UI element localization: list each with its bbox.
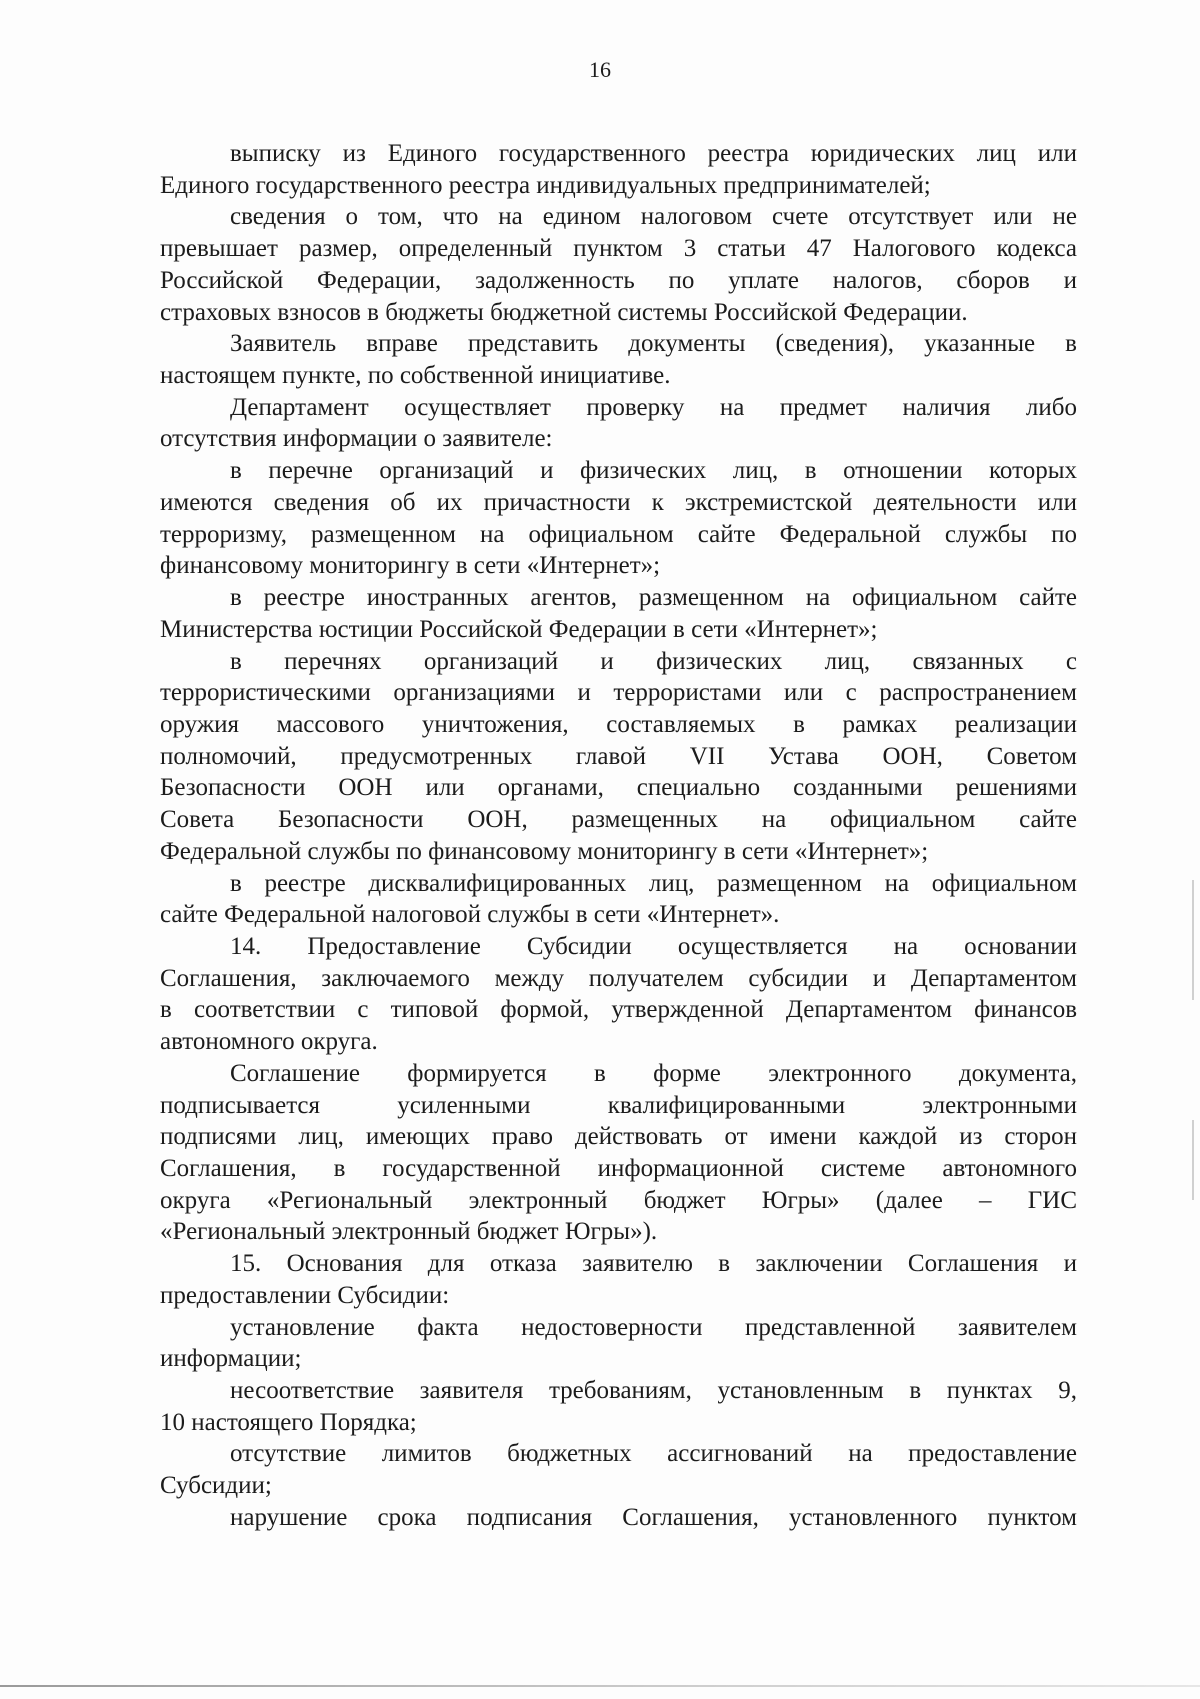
text-line: 14. Предоставление Субсидии осуществляется на основании [230,932,1077,960]
text-line: нарушение срока подписания Соглашения, установленного пунктом [230,1503,1077,1531]
document-body [160,138,1077,1534]
text-line: финансовому мониторингу в сети «Интернет»; [160,552,661,580]
text-line: 15. Основания для отказа заявителю в заключении Соглашения и [230,1250,1077,1278]
text-line: отсутствия информации о заявителе: [160,425,553,453]
text-line: «Региональный электронный бюджет Югры»). [160,1218,658,1246]
text-line: в перечнях организаций и физических лиц, связанных с [230,647,1077,675]
text-line: Соглашение формируется в форме электронного документа, [230,1059,1077,1087]
text-line: подписывается усиленными квалифицированными электронными [160,1091,1077,1119]
text-line: подписями лиц, имеющих право действовать от имени каждой из сторон [160,1123,1077,1151]
text-line: Российской Федерации, задолженность по уплате налогов, сборов и [160,266,1077,294]
text-line: в реестре дисквалифицированных лиц, размещенном на официальном [230,869,1077,897]
page-number: 16 [589,57,611,82]
text-line: настоящем пункте, по собственной инициативе. [160,362,671,390]
text-line: Соглашения, в государственной информационной системе автономного [160,1155,1077,1182]
text-line: страховых взносов в бюджеты бюджетной системы Российской Федерации. [160,298,968,326]
text-line: выписку из Единого государственного реестра юридических лиц или [230,140,1077,167]
text-line: Безопасности ООН или органами, специально созданными решениями [160,774,1077,802]
text-line: сведения о том, что на едином налоговом счете отсутствует или не [230,203,1077,231]
text-line: Министерства юстиции Российской Федерации в сети «Интернет»; [160,615,878,643]
text-line: Федеральной службы по финансовому мониторингу в сети «Интернет»; [160,837,929,865]
text-line: автономного округа. [160,1028,378,1056]
text-line: полномочий, предусмотренных главой VII Устава ООН, Советом [160,742,1077,770]
text-line: превышает размер, определенный пунктом 3 статьи 47 Налогового кодекса [160,235,1077,263]
text-line: Совета Безопасности ООН, размещенных на официальном сайте [160,806,1077,834]
text-line: террористическими организациями и террористами или с распространением [160,679,1077,707]
text-line: Субсидии; [160,1472,272,1500]
text-line: Соглашения, заключаемого между получателем субсидии и Департаментом [160,964,1077,992]
text-line: округа «Региональный электронный бюджет Югры» (далее – ГИС [160,1186,1077,1214]
text-line: отсутствие лимитов бюджетных ассигнований на предоставление [230,1440,1077,1468]
text-line: Единого государственного реестра индивидуальных предпринимателей; [160,171,931,199]
scan-artifact [1192,880,1194,1000]
text-line: в перечне организаций и физических лиц, в отношении которых [230,457,1077,485]
scan-edge-line [0,1685,1200,1687]
text-line: несоответствие заявителя требованиям, установленным в пунктах 9, [230,1377,1077,1405]
text-line: сайте Федеральной налоговой службы в сети «Интернет». [160,901,780,929]
text-line: имеются сведения об их причастности к экстремистской деятельности или [160,488,1077,516]
text-line: в соответствии с типовой формой, утвержденной Департаментом финансов [160,996,1077,1024]
text-line: терроризму, размещенном на официальном сайте Федеральной службы по [160,520,1077,548]
text-line: предоставлении Субсидии: [160,1281,450,1309]
text-line: в реестре иностранных агентов, размещенном на официальном сайте [230,584,1077,612]
text-line: 10 настоящего Порядка; [160,1408,417,1436]
text-line: установление факта недостоверности представленной заявителем [230,1313,1077,1341]
text-line: информации; [160,1345,302,1373]
text-line: оружия массового уничтожения, составляемых в рамках реализации [160,710,1077,738]
scan-artifact [1192,1120,1194,1200]
text-line: Заявитель вправе представить документы (сведения), указанные в [230,330,1077,358]
text-line: Департамент осуществляет проверку на предмет наличия либо [230,393,1077,421]
